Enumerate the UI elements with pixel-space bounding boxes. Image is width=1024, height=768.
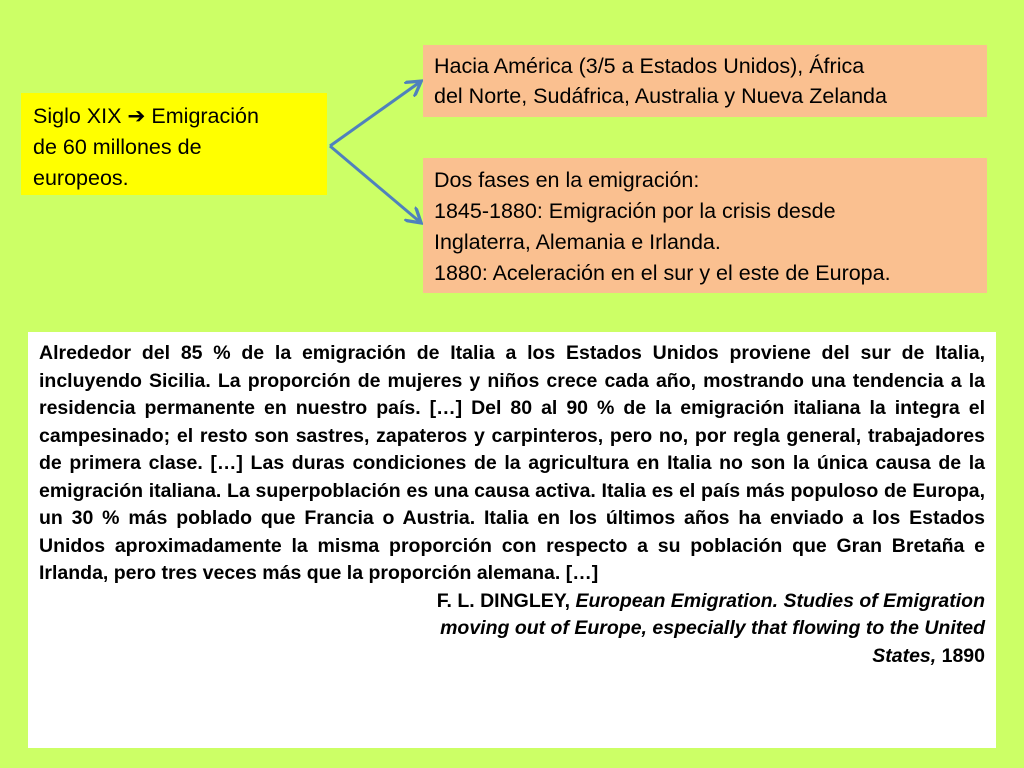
- phase-1-line-a: 1845-1880: Emigración por la crisis desde: [434, 199, 836, 223]
- citation-work-title-1: European Emigration. Studies of Emigration: [575, 589, 985, 612]
- emigration-summary-box: [21, 93, 327, 195]
- phase-1-line-b: Inglaterra, Alemania e Irlanda.: [434, 230, 721, 254]
- summary-century: Siglo XIX: [33, 104, 128, 128]
- arrow-to-phases: [330, 146, 420, 222]
- phases-heading: Dos fases en la emigración:: [434, 168, 700, 192]
- summary-emigration: Emigración: [145, 104, 259, 128]
- quote-text: Alrededor del 85 % de la emigración de Italia a los Estados Unidos proviene del sur de Italia, incluyendo Sicilia. La proporción de mujeres y niños crece cada año, mostrando una tendencia a la residencia permanente en nuestro país. […] Del 80 al 90 % de la emigración italiana la integra el campesinado; el resto son sastres, zapateros y carpinteros, pero no, por regla general, trabajadores de primera clase. […] Las duras condiciones de la agricultura en Italia no son la única causa de la emigración italiana. La superpoblación es una causa activa. Italia es el país más populoso de Europa, un 30 % más poblado que Francia o Austria. Italia en los últimos años ha enviado a los Estados Unidos aproximadamente la misma proporción con respecto a su población que Gran Bretaña e Irlanda, pero tres veces más que la proporción alemana. […]: [39, 342, 985, 584]
- phases-box: [423, 158, 987, 293]
- dingley-quote-box: [28, 332, 996, 748]
- citation-author: F. L. DINGLEY,: [436, 589, 576, 612]
- citation-work-title-3: States,: [872, 644, 937, 667]
- citation-year: 1890: [936, 644, 985, 667]
- destinations-box: [423, 45, 987, 117]
- summary-line-2: de 60 millones de: [33, 135, 202, 159]
- citation-work-title-2: moving out of Europe, especially that flowing to the United: [440, 617, 985, 639]
- destinations-line-1: Hacia América (3/5 a Estados Unidos), África: [434, 54, 865, 78]
- destinations-line-2: del Norte, Sudáfrica, Australia y Nueva Zelanda: [434, 84, 887, 108]
- phase-2-line: 1880: Aceleración en el sur y el este de Europa.: [434, 261, 891, 285]
- right-arrow-icon: ➔: [127, 104, 146, 128]
- quote-citation: [39, 588, 985, 671]
- summary-line-1: [33, 101, 317, 132]
- arrow-to-destinations: [330, 82, 420, 146]
- summary-line-3: europeos.: [33, 166, 129, 190]
